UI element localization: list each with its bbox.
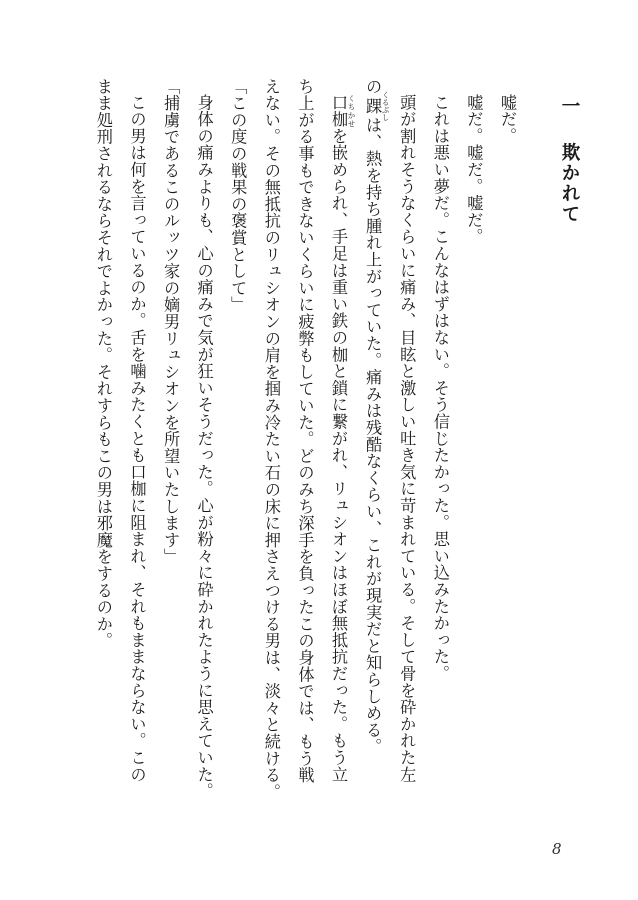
line-prefix: の: [363, 78, 383, 95]
line-suffix: を嵌められ、手足は重い鉄の枷と鎖に繋がれ、リュシオンはほぼ無抵抗だった。もう立: [329, 127, 349, 783]
ruby-word: [363, 90, 391, 121]
ruby-base: 口枷: [329, 94, 349, 128]
vertical-text-body: [86, 78, 586, 858]
chapter-heading: [552, 78, 586, 858]
paragraph-line: えない。その無抵抗のリュシオンの肩を掴み冷たい石の床に押さえつける男は、淡々と続ける。: [261, 78, 281, 801]
paragraph-line: [321, 78, 355, 858]
chapter-number: 一: [559, 96, 580, 117]
paragraph-line: これは悪い夢だ。こんなはずはない。そう信じたかった。思い込みたかった。: [430, 94, 450, 682]
paragraph-line: 身体の痛みよりも、心の痛みで気が狂いそうだった。心が粉々に砕かれたように思えていた。: [194, 94, 214, 800]
chapter-title: 欺かれて: [559, 142, 580, 225]
paragraph-line: 嘘だ。嘘だ。嘘だ。: [464, 94, 484, 246]
paragraph-line: [356, 78, 390, 858]
dialogue-line: 「この度の戦果の褒賞として」: [228, 78, 248, 314]
ruby-reading: くちかせ: [347, 94, 357, 128]
paragraph-line: 嘘だ。: [498, 94, 517, 145]
page-number: 8: [552, 840, 562, 858]
dialogue-line: 「捕虜であるこのルッツ家の嫡男リュシオンを所望いたします」: [161, 78, 181, 566]
ruby-base: 踝: [363, 90, 383, 121]
paragraph-line: 頭が割れそうなくらいに痛み、目眩と激しい吐き気に苛まれている。そして骨を砕かれた左: [397, 94, 417, 783]
paragraph-line: まま処刑されるならそれでよかった。それすらもこの男は邪魔をするのか。: [93, 78, 113, 650]
paragraph-line: ち上がる事もできないくらいに疲弊もしていた。どのみち深手を負ったこの身体では、もう戦: [295, 78, 315, 784]
ruby-word: [329, 94, 357, 128]
ruby-reading: くるぶし: [381, 90, 391, 121]
paragraph-line: この男は何を言っているのか。舌を噛みたくとも口枷に阻まれ、それもままならない。この: [127, 94, 147, 783]
line-suffix: は、熱を持ち腫れ上がっていた。痛みは残酷なくらい、これが現実だと知らしめる。: [363, 116, 383, 756]
